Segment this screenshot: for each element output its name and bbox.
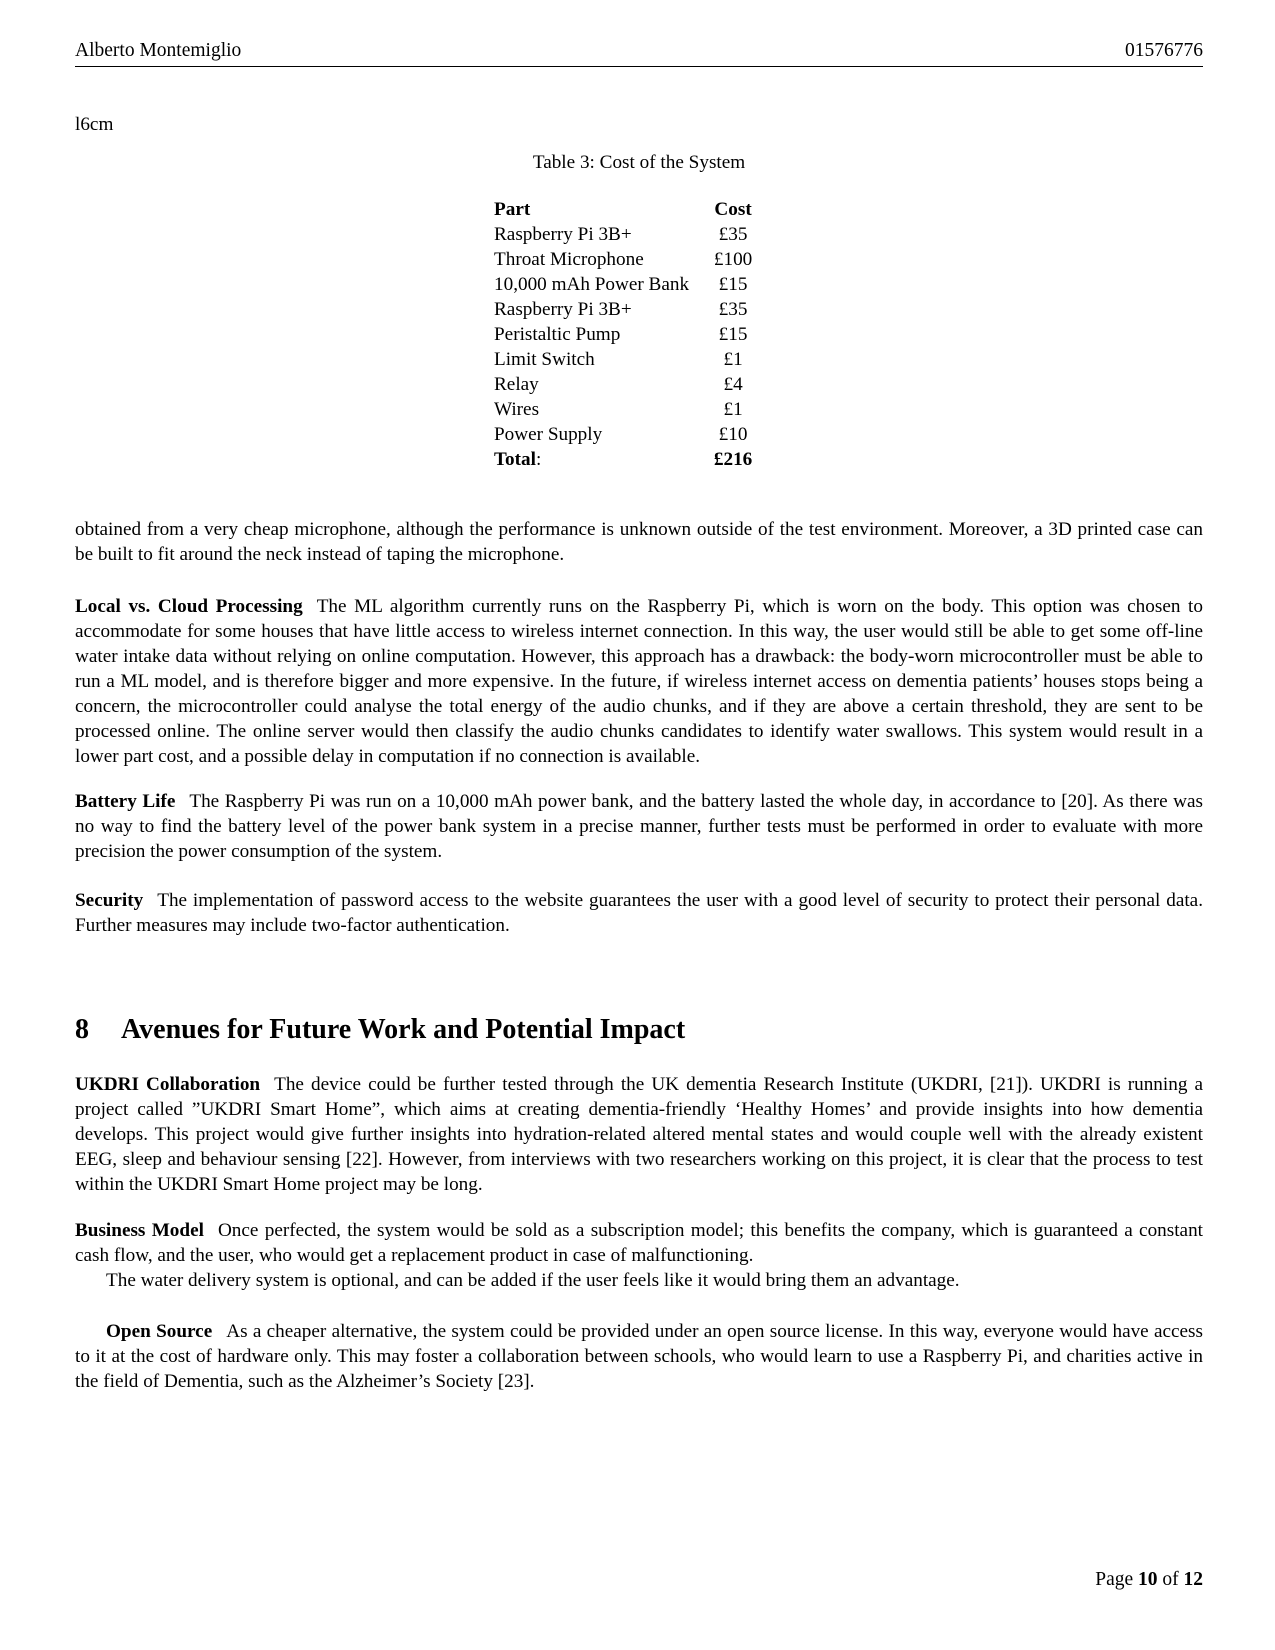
table-header-row — [494, 197, 755, 222]
paragraph-ukdri-body — [75, 1072, 1203, 1197]
part-cell: Raspberry Pi 3B+ — [494, 299, 632, 320]
table-row — [494, 247, 755, 272]
cost-cell: £4 — [723, 374, 743, 395]
paragraph-continuation: obtained from a very cheap microphone, although the performance is unknown outside of the test environment. Moreover, a 3D printed case can be built to fit around the neck instead of taping the microphone. — [75, 519, 1203, 565]
total-colon: : — [535, 449, 542, 470]
runin-ukdri: UKDRI Collaboration — [75, 1074, 261, 1095]
cost-cell: £10 — [718, 424, 748, 445]
runin-local-vs-cloud: Local vs. Cloud Processing — [75, 596, 303, 617]
local-text: The ML algorithm currently runs on the Raspberry Pi, which is worn on the body. This option was chosen to accommodate for some houses that have little access to wireless internet connection. In this way, the user would still be able to get some off-line water intake data without relying on online computation. However, this approach has a drawback: the body-worn microcontroller must be able to run a ML model, and is therefore bigger and more expensive. In the future, if wireless internet access on dementia patients’ houses stops being a concern, the microcontroller could analyse the total energy of the audio chunks, and if they are above a certain threshold, they are sent to be processed online. The online server would then classify the audio chunks candidates to identify water swallows. This system would result in a lower part cost, and a possible delay in computation if no connection is available. — [75, 596, 1203, 767]
author-name: Alberto Montemiglio — [75, 40, 242, 61]
part-cell: Throat Microphone — [494, 249, 644, 270]
table-row — [494, 347, 755, 372]
table-row — [494, 297, 755, 322]
security-text: The implementation of password access to the website guarantees the user with a good level of security to protect their personal data. Further measures may include two-factor authentication. — [75, 890, 1203, 936]
cost-cell: £1 — [723, 349, 743, 370]
page-total: 12 — [1183, 1569, 1203, 1590]
battery-text: The Raspberry Pi was run on a 10,000 mAh power bank, and the battery lasted the whole day, in accordance to [20]. As there was no way to find the battery level of the power bank system in a precise manner, further tests must be performed in order to evaluate with more precision the power consumption of the system. — [75, 791, 1203, 862]
part-cell: Wires — [494, 399, 540, 420]
paragraph-business-body — [75, 1218, 1203, 1268]
header-cost: Cost — [714, 199, 752, 220]
cost-cell: £35 — [718, 224, 748, 245]
table-row — [494, 372, 755, 397]
page-number: 10 — [1138, 1569, 1158, 1590]
ukdri-text: The device could be further tested through the UK dementia Research Institute (UKDRI, [21]). UKDRI is running a project called ”UKDRI Smart Home”, which aims at creating dementia-friendly ‘Healthy Homes’ and provide insights into how dementia develops. This project would give further insights into hydration-related altered mental states and would couple well with the already existent EEG, sleep and behaviour sensing [22]. However, from interviews with two researchers working on this project, it is clear that the process to test within the UKDRI Smart Home project may be long. — [75, 1074, 1203, 1195]
part-cell: Peristaltic Pump — [494, 324, 621, 345]
paragraph-security-body — [75, 888, 1203, 938]
body-block-top — [75, 517, 1203, 567]
part-cell: Limit Switch — [494, 349, 595, 370]
total-value: £216 — [713, 449, 753, 470]
section-title: Avenues for Future Work and Potential Impact — [121, 1014, 686, 1045]
cost-table — [494, 197, 755, 472]
cost-cell: £100 — [713, 249, 753, 270]
total-label-cell — [494, 447, 689, 472]
paragraph-local-vs-cloud — [75, 594, 1203, 769]
page-header — [75, 38, 1203, 67]
runin-business-model: Business Model — [75, 1220, 204, 1241]
cost-cell: £15 — [718, 274, 748, 295]
paragraph-battery-body — [75, 789, 1203, 864]
total-label: Total — [494, 449, 536, 470]
table-row — [494, 397, 755, 422]
open-text: As a cheaper alternative, the system could be provided under an open source license. In this way, everyone would have access to it at the cost of hardware only. This may foster a collaboration between schools, who would learn to use a Raspberry Pi, and charities active in the field of Dementia, such as the Alzheimer’s Society [23]. — [75, 1321, 1203, 1392]
stray-text: l6cm — [75, 114, 114, 135]
part-cell: 10,000 mAh Power Bank — [494, 274, 690, 295]
table-row — [494, 322, 755, 347]
cost-cell: £1 — [723, 399, 743, 420]
page-word: Page — [1095, 1569, 1134, 1590]
paragraph-business-model — [75, 1218, 1203, 1293]
paragraph-local-body — [75, 594, 1203, 769]
section-number: 8 — [75, 1014, 89, 1045]
table-total-row — [494, 447, 755, 472]
part-cell: Power Supply — [494, 424, 603, 445]
cost-cell: £35 — [718, 299, 748, 320]
cost-cell: £15 — [718, 324, 748, 345]
runin-battery-life: Battery Life — [75, 791, 176, 812]
page-footer — [1095, 1567, 1203, 1592]
paragraph-battery-life — [75, 789, 1203, 864]
business-text: Once perfected, the system would be sold as a subscription model; this benefits the company, which is guaranteed a constant cash flow, and the user, who would get a replacement product in case of malfunctioning. — [75, 1220, 1203, 1266]
of-word: of — [1162, 1569, 1179, 1590]
table-row — [494, 272, 755, 297]
paragraph-open-body — [75, 1319, 1203, 1394]
paragraph-security — [75, 888, 1203, 938]
table-row — [494, 222, 755, 247]
student-id: 01576776 — [1125, 40, 1203, 61]
table-caption: Table 3: Cost of the System — [532, 152, 746, 173]
runin-security: Security — [75, 890, 144, 911]
paragraph-open-source — [75, 1319, 1203, 1394]
section-heading — [75, 1013, 685, 1047]
runin-open-source: Open Source — [106, 1321, 213, 1342]
header-part: Part — [494, 199, 531, 220]
part-cell: Relay — [494, 374, 539, 395]
table-row — [494, 422, 755, 447]
paragraph-ukdri — [75, 1072, 1203, 1197]
part-cell: Raspberry Pi 3B+ — [494, 224, 632, 245]
paragraph-water-delivery: The water delivery system is optional, and can be added if the user feels like it would bring them an advantage. — [106, 1270, 960, 1291]
